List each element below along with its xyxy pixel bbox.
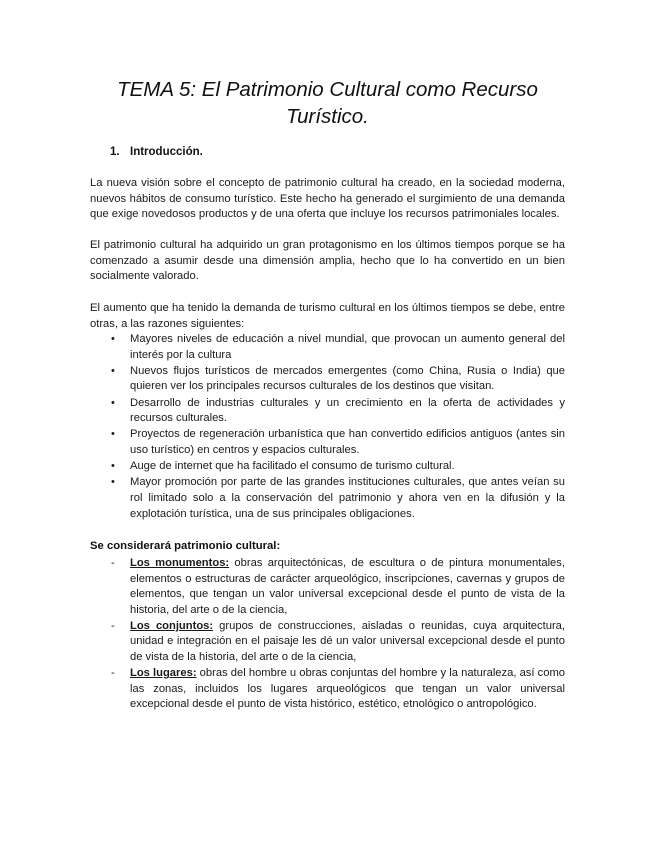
list-item [90, 619, 565, 666]
list-item-text: Mayor promoción por parte de las grandes instituciones culturales, que antes veían su rol limitado solo a la conservación del patrimonio y ahora ven en la difusión y la explotación turística, una de sus principales obligaciones. [130, 476, 565, 520]
bullet-icon: • [111, 396, 115, 409]
dash-icon: - [111, 666, 115, 679]
list-item [90, 332, 565, 363]
list-item [90, 475, 565, 522]
bullet-icon: • [111, 460, 115, 473]
dash-icon: - [111, 557, 115, 569]
list-item [90, 427, 565, 458]
heritage-list [90, 556, 565, 713]
document-title: TEMA 5: El Patrimonio Cultural como Recurso Turístico. [117, 78, 538, 128]
section-heading [110, 146, 203, 158]
heritage-heading: Se considerará patrimonio cultural: [90, 540, 281, 552]
heritage-term: Los monumentos: [130, 557, 230, 569]
list-item [90, 396, 565, 427]
paragraph-demand: El aumento que ha tenido la demanda de turismo cultural en los últimos tiempos se debe, entre otras, a las razones siguientes: [90, 302, 565, 330]
list-item-text: Auge de internet que ha facilitado el consumo de turismo cultural. [130, 460, 455, 473]
list-item-text: Mayores niveles de educación a nivel mundial, que provocan un aumento general del interés por la cultura [130, 333, 565, 361]
list-item [90, 666, 565, 713]
bullet-icon: • [111, 364, 115, 377]
list-item-text: Proyectos de regeneración urbanística que han convertido edificios antiguos (antes sin uso turístico) en centros y espacios culturales. [130, 428, 565, 456]
heritage-description: grupos de construcciones, aisladas o reunidas, cuya arquitectura, unidad e integración en el paisaje les dé un valor universal excepcional desde el punto de vista de la historia, del arte o de la ciencia, [130, 619, 566, 663]
heritage-term: Los lugares: [130, 666, 197, 679]
bullet-icon: • [111, 476, 115, 489]
bullet-icon: • [111, 333, 115, 345]
reasons-list [90, 332, 565, 523]
section-title: Introducción. [130, 146, 203, 158]
list-item [90, 364, 565, 395]
list-item-text: Nuevos flujos turísticos de mercados emergentes (como China, Rusia o India) que quieren ver los principales recursos culturales de los destinos que visitan. [130, 364, 565, 393]
heritage-description: obras arquitectónicas, de escultura o de pintura monumentales, elementos o estructuras de carácter arqueológico, inscripciones, cavernas y grupos de elementos, que tengan un valor universal excepcional desde el punto de vista de la historia, del arte o de la ciencia, [130, 557, 565, 616]
list-item-text: Desarrollo de industrias culturales y un crecimiento en la oferta de actividades y recursos culturales. [130, 396, 565, 425]
list-item [90, 556, 565, 618]
heritage-term: Los conjuntos: [130, 619, 214, 632]
heritage-description: obras del hombre u obras conjuntas del hombre y la naturaleza, así como las zonas, incluidos los lugares arqueológicos que tengan un valor universal excepcional desde el punto de vista histórico, estético, etnológico o antropológico. [130, 666, 565, 711]
section-number: 1. [110, 146, 120, 158]
paragraph-protagonism: El patrimonio cultural ha adquirido un gran protagonismo en los últimos tiempos porque se ha comenzado a asumir desde una dimensión amplia, hecho que lo ha convertido en un bien socialmente valorado. [90, 239, 565, 283]
paragraph-intro: La nueva visión sobre el concepto de patrimonio cultural ha creado, en la sociedad moderna, nuevos hábitos de consumo turístico. Este hecho ha generado el surgimiento de una demanda que exige novedosos productos y de una oferta que incluye los recursos patrimoniales locales. [90, 177, 565, 221]
bullet-icon: • [111, 428, 115, 441]
list-item [90, 459, 565, 475]
dash-icon: - [111, 619, 115, 632]
